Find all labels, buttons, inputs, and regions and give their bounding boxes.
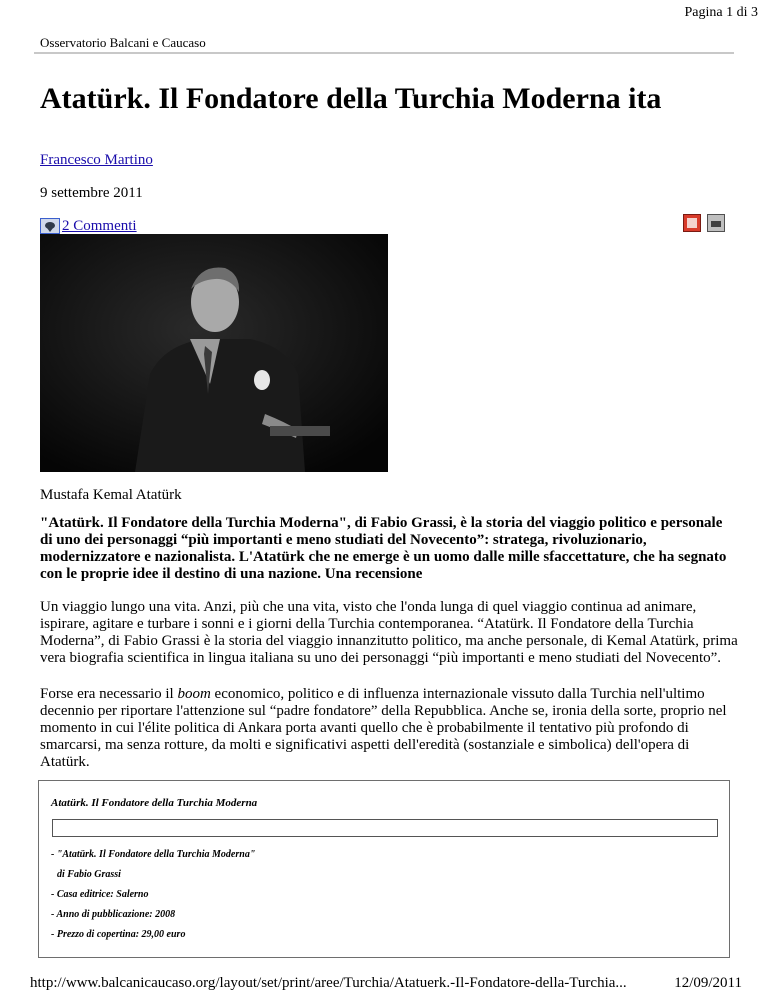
- comments-row: [40, 212, 137, 234]
- paragraph-1: Un viaggio lungo una vita. Anzi, più che una vita, visto che l'onda lunga di quel viaggio continua ad animare, ispirare, agitare e turbare i sonni e i giorni della Turchia contemporanea. “Atatürk. Il Fondatore della Turchia Moderna”, di Fabio Grassi è la storia del viaggio innanzitutto politico, ma anche personale, di Kemal Atatürk, prima vera biografia scientifica in lingua italiana su uno dei personaggi “più importanti e meno studiati del Novecento”.: [40, 599, 738, 666]
- paragraph-2-text-end: economico, politico e di influenza internazionale vissuto dalla Turchia nell'ultimo decennio per riportare l'attenzione sul “padre fondatore” della Repubblica. Anche se, ironia della sorte, proprio nel momento in cui l'élite politica di Ankara porta avanti quello che è probabilmente il tentativo più profondo di smarcarsi, ma senza rotture, da molti e significativi aspetti dell'eredità (sostanziale e simbolica) dell'opera di Atatürk.: [40, 686, 727, 770]
- pdf-icon[interactable]: [683, 214, 701, 232]
- image-caption: Mustafa Kemal Atatürk: [40, 487, 182, 503]
- book-author-line: di Fabio Grassi: [57, 869, 121, 880]
- site-name: Osservatorio Balcani e Caucaso: [40, 35, 206, 50]
- article-lead: "Atatürk. Il Fondatore della Turchia Moderna", di Fabio Grassi, è la storia del viaggio politico e personale di uno dei personaggi “più importanti e meno studiati del Novecento”: stratega, rivoluzionario, modernizzatore e nazionalista. L'Atatürk che ne emerge è un uomo dalle mille sfaccettature, che ha segnato con le proprie idee il destino di una nazione. Una recensione: [40, 515, 727, 582]
- comment-bubble-icon[interactable]: [40, 218, 60, 234]
- header-divider: [34, 52, 734, 54]
- book-publisher-line: - Casa editrice: Salerno: [51, 889, 149, 900]
- book-title-line: - "Atatürk. Il Fondatore della Turchia Moderna": [51, 849, 256, 860]
- publish-date: 9 settembre 2011: [40, 185, 143, 201]
- comments-link[interactable]: 2 Commenti: [62, 218, 137, 234]
- paragraph-2: [40, 686, 740, 771]
- footer-date: 12/09/2011: [674, 975, 742, 991]
- article-title: Atatürk. Il Fondatore della Turchia Moderna ita: [40, 82, 662, 115]
- book-box-heading: Atatürk. Il Fondatore della Turchia Moderna: [51, 797, 258, 809]
- page-number: Pagina 1 di 3: [684, 5, 758, 20]
- book-price-line: - Prezzo di copertina: 29,00 euro: [51, 929, 186, 940]
- article-photo: [40, 234, 388, 472]
- paragraph-2-text-start: Forse era necessario il: [40, 686, 178, 702]
- paragraph-2-emphasis: boom: [177, 686, 211, 702]
- print-icon[interactable]: [707, 214, 725, 232]
- book-box-input[interactable]: [52, 819, 718, 837]
- book-year-line: - Anno di pubblicazione: 2008: [51, 909, 176, 920]
- author-link[interactable]: Francesco Martino: [40, 152, 153, 168]
- footer-url: http://www.balcanicaucaso.org/layout/set/print/aree/Turchia/Atatuerk.-Il-Fondatore-della-Turchia...: [30, 975, 627, 991]
- book-info-box: [38, 780, 730, 958]
